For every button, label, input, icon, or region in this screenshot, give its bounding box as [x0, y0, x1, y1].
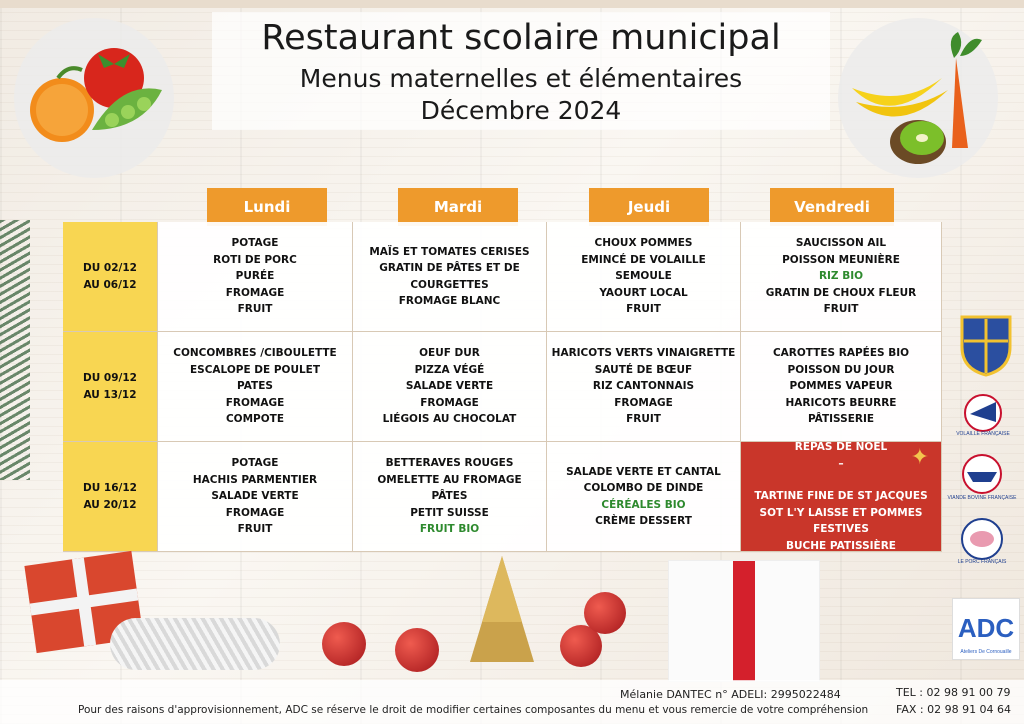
menu-cell	[741, 222, 942, 332]
menu-item: BETTERAVES ROUGES	[385, 457, 514, 470]
svg-text:LE PORC FRANÇAIS: LE PORC FRANÇAIS	[957, 559, 1007, 565]
coat-of-arms-logo	[960, 315, 1012, 377]
menu-item: FRUIT BIO	[419, 523, 480, 536]
menu-item: PÂTISSERIE	[807, 413, 875, 426]
menu-item: SALADE VERTE ET CANTAL	[566, 465, 721, 478]
week-date-line: DU 16/12	[83, 482, 137, 494]
menu-item: REPAS DE NOËL	[794, 441, 888, 453]
week-label	[63, 332, 158, 442]
week-date-line: AU 20/12	[83, 498, 137, 511]
footer	[0, 680, 1024, 724]
gold-tree-ornament	[462, 552, 542, 672]
shield-icon	[960, 315, 1012, 377]
menu-item: CÉRÉALES BIO	[601, 498, 686, 511]
menu-item: CONCOMBRES /CIBOULETTE	[173, 347, 337, 360]
menu-item: HARICOTS VERTS VINAIGRETTE	[551, 347, 736, 360]
week-date-line: DU 09/12	[83, 372, 137, 384]
page-subtitle: Menus maternelles et élémentaires	[299, 64, 743, 93]
menu-item: LIÉGOIS AU CHOCOLAT	[382, 413, 517, 426]
pine-branch-left	[0, 220, 30, 480]
menu-cell	[547, 442, 741, 552]
menu-item: TARTINE FINE DE ST JACQUES	[754, 490, 928, 502]
menu-item: YAOURT LOCAL	[599, 286, 688, 299]
menu-item: SOT L'Y LAISSE ET POMMES	[759, 506, 923, 519]
menu-item: EMINCÉ DE VOLAILLE	[581, 253, 706, 266]
red-bauble-2	[395, 628, 439, 672]
menu-item: FESTIVES	[813, 523, 869, 535]
menu-cell	[158, 442, 353, 552]
menu-item: PÂTES	[431, 490, 468, 503]
menu-item: CAROTTES RAPÉES BIO	[772, 347, 910, 360]
week-date-line: DU 02/12	[83, 262, 137, 274]
title-banner	[212, 12, 830, 130]
menu-item: COLOMBO DE DINDE	[583, 482, 704, 494]
menu-item: FROMAGE	[420, 396, 479, 409]
menu-item: FRUIT	[626, 303, 661, 316]
sparkle-icon: ✦	[910, 445, 929, 470]
menu-item: MAÏS ET TOMATES CERISES	[369, 245, 530, 258]
porc-label-icon	[957, 515, 1007, 565]
adc-logo-icon	[953, 599, 1019, 659]
menu-item: OMELETTE AU FROMAGE	[377, 473, 522, 486]
footer-fax: FAX : 02 98 91 04 64	[896, 703, 1012, 716]
menu-item: HACHIS PARMENTIER	[192, 473, 318, 486]
svg-text:ADC: ADC	[957, 613, 1015, 643]
menu-cell	[353, 222, 547, 332]
viande-bovine-label-icon	[947, 452, 1017, 502]
red-bauble-1	[322, 622, 366, 666]
fruits-illustration	[14, 18, 174, 178]
menu-item: SAUCISSON AIL	[795, 237, 887, 250]
page-title: Restaurant scolaire municipal	[261, 18, 781, 58]
week-label	[63, 222, 158, 332]
menu-item: –	[838, 457, 844, 470]
menu-item: ESCALOPE DE POULET	[189, 363, 321, 376]
menu-cell	[547, 332, 741, 442]
menu-cell	[547, 222, 741, 332]
volaille-francaise-logo	[956, 392, 1010, 438]
menu-item: POISSON MEUNIÈRE	[782, 253, 900, 266]
wood-plank-top	[0, 0, 1024, 8]
fruits-icon	[14, 18, 174, 178]
viande-bovine-francaise-logo	[947, 452, 1017, 502]
silver-tinsel	[110, 618, 280, 670]
menu-item: PIZZA VÉGÉ	[414, 363, 485, 376]
menu-item: RIZ CANTONNAIS	[592, 380, 695, 393]
day-header-jeudi: Jeudi	[589, 188, 709, 226]
menu-cell	[158, 332, 353, 442]
menu-item: SALADE VERTE	[405, 380, 494, 393]
menu-cell	[158, 222, 353, 332]
week-date-line: AU 06/12	[83, 278, 137, 291]
svg-text:VIANDE BOVINE FRANÇAISE: VIANDE BOVINE FRANÇAISE	[947, 495, 1017, 501]
week-label	[63, 442, 158, 552]
svg-text:Ateliers De Cornouaille: Ateliers De Cornouaille	[960, 649, 1012, 655]
menu-item: POTAGE	[231, 237, 279, 250]
menu-item: BUCHE PATISSIÈRE	[786, 539, 896, 552]
porc-francais-logo	[957, 515, 1007, 565]
menu-item: SAUTÉ DE BŒUF	[594, 363, 693, 376]
menu-item: FROMAGE	[225, 286, 285, 299]
menu-item: GRATIN DE CHOUX FLEUR	[765, 286, 917, 299]
menu-item: COMPOTE	[225, 413, 285, 426]
menu-item: POMMES VAPEUR	[789, 380, 893, 393]
day-header-vendredi: Vendredi	[770, 188, 894, 226]
menu-item: COURGETTES	[410, 278, 489, 291]
menu-item: OEUF DUR	[419, 347, 480, 360]
menu-item: RIZ BIO	[818, 270, 864, 283]
menu-month: Décembre 2024	[420, 96, 622, 125]
menu-item: HARICOTS BEURRE	[785, 396, 897, 409]
week-date-line: AU 13/12	[83, 388, 137, 401]
volaille-label-icon	[956, 392, 1010, 438]
christmas-menu-cell	[741, 442, 942, 552]
menu-item: FROMAGE	[225, 506, 285, 519]
menu-item: FRUIT	[237, 303, 273, 316]
footer-notice: Pour des raisons d'approvisionnement, ADC se réserve le droit de modifier certaines composantes du menu et vous remercie de votre compréhension	[78, 704, 869, 716]
svg-text:VOLAILLE FRANÇAISE: VOLAILLE FRANÇAISE	[956, 431, 1010, 437]
menu-cell	[353, 332, 547, 442]
menu-item: FROMAGE	[614, 396, 673, 409]
menu-item: FRUIT	[237, 523, 273, 536]
menu-item: SEMOULE	[615, 270, 672, 283]
menu-item: ROTI DE PORC	[213, 253, 297, 266]
menu-cell	[353, 442, 547, 552]
adc-logo	[952, 598, 1020, 660]
day-header-mardi: Mardi	[398, 188, 518, 226]
menu-item: FROMAGE	[225, 396, 285, 409]
menu-item: GRATIN DE PÂTES ET DE	[379, 262, 520, 274]
footer-tel: TEL : 02 98 91 00 79	[896, 686, 1011, 699]
bananas-carrot-kiwi-illustration	[838, 18, 998, 178]
christmas-tree-icon	[462, 552, 542, 672]
footer-author: Mélanie DANTEC n° ADELI: 2995022484	[620, 688, 841, 701]
menu-item: CRÈME DESSERT	[595, 515, 692, 527]
menu-item: FRUIT	[626, 413, 661, 426]
menu-item: FRUIT	[823, 303, 859, 316]
menu-cell	[741, 332, 942, 442]
red-bauble-4	[584, 592, 626, 634]
day-header-lundi: Lundi	[207, 188, 327, 226]
menu-item: POISSON DU JOUR	[787, 363, 895, 376]
menu-item: PATES	[237, 380, 273, 393]
menu-item: FROMAGE BLANC	[398, 295, 501, 307]
menu-item: SALADE VERTE	[211, 490, 299, 503]
banana-icon	[838, 18, 998, 178]
menu-table	[63, 222, 942, 552]
menu-item: PURÉE	[235, 270, 275, 283]
menu-item: PETIT SUISSE	[410, 506, 489, 519]
menu-item: POTAGE	[231, 457, 279, 470]
gift-box-right	[668, 560, 820, 682]
menu-item: CHOUX POMMES	[594, 237, 693, 250]
